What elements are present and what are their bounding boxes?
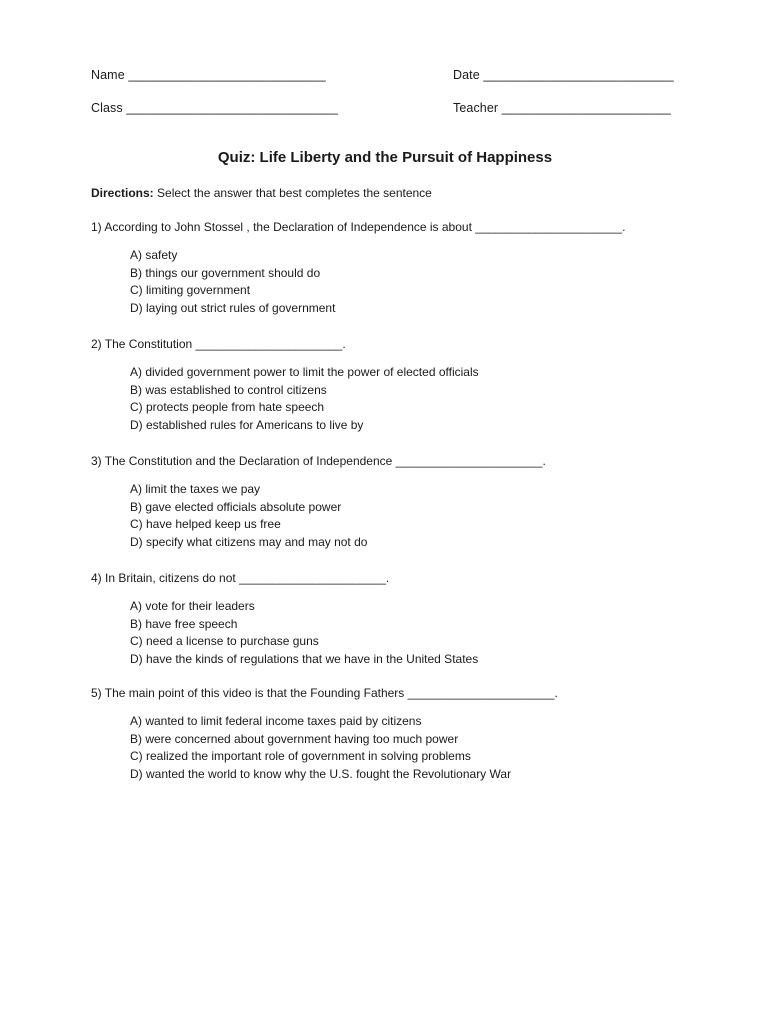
question-3: 3) The Constitution and the Declaration of Independence ______________________.	[91, 454, 546, 468]
option-b[interactable]: B) things our government should do	[130, 265, 321, 280]
quiz-title: Quiz: Life Liberty and the Pursuit of Happiness	[217, 149, 553, 166]
option-c[interactable]: C) realized the important role of government in solving problems	[130, 749, 471, 763]
option-b[interactable]: B) was established to control citizens	[130, 382, 327, 397]
question-1-options	[130, 247, 335, 317]
option-b[interactable]: B) gave elected officials absolute power	[130, 499, 342, 514]
question-5: 5) The main point of this video is that the Founding Fathers ______________________.	[91, 686, 558, 700]
question-4: 4) In Britain, citizens do not ______________________.	[91, 571, 390, 585]
option-a[interactable]: A) wanted to limit federal income taxes paid by citizens	[130, 714, 422, 728]
option-d[interactable]: D) have the kinds of regulations that we have in the United States	[130, 651, 479, 666]
option-c[interactable]: C) have helped keep us free	[130, 517, 281, 531]
class-field[interactable]: Class ______________________________	[91, 101, 338, 115]
question-4-options	[130, 598, 478, 668]
directions-label: Directions:	[91, 186, 154, 200]
question-2-options	[130, 364, 479, 434]
option-a[interactable]: A) safety	[130, 248, 178, 262]
directions	[91, 186, 432, 200]
question-2: 2) The Constitution ______________________.	[91, 337, 346, 351]
date-field[interactable]: Date ___________________________	[453, 68, 674, 82]
option-d[interactable]: D) wanted the world to know why the U.S. fought the Revolutionary War	[130, 766, 512, 781]
teacher-field[interactable]: Teacher ________________________	[453, 101, 671, 115]
name-field[interactable]: Name ____________________________	[91, 68, 326, 82]
option-d[interactable]: D) established rules for Americans to live by	[130, 417, 364, 432]
option-d[interactable]: D) laying out strict rules of government	[130, 300, 336, 315]
option-c[interactable]: C) protects people from hate speech	[130, 400, 325, 414]
question-3-options	[130, 481, 367, 551]
question-5-options	[130, 713, 511, 783]
option-b[interactable]: B) have free speech	[130, 616, 238, 631]
option-a[interactable]: A) vote for their leaders	[130, 599, 255, 613]
option-a[interactable]: A) divided government power to limit the power of elected officials	[130, 365, 479, 379]
question-1: 1) According to John Stossel , the Declaration of Independence is about ______________________.	[91, 220, 626, 234]
option-a[interactable]: A) limit the taxes we pay	[130, 482, 261, 496]
option-b[interactable]: B) were concerned about government having too much power	[130, 731, 459, 746]
option-d[interactable]: D) specify what citizens may and may not do	[130, 534, 368, 549]
directions-text: Select the answer that best completes the sentence	[153, 186, 432, 200]
option-c[interactable]: C) limiting government	[130, 283, 251, 297]
option-c[interactable]: C) need a license to purchase guns	[130, 634, 319, 648]
